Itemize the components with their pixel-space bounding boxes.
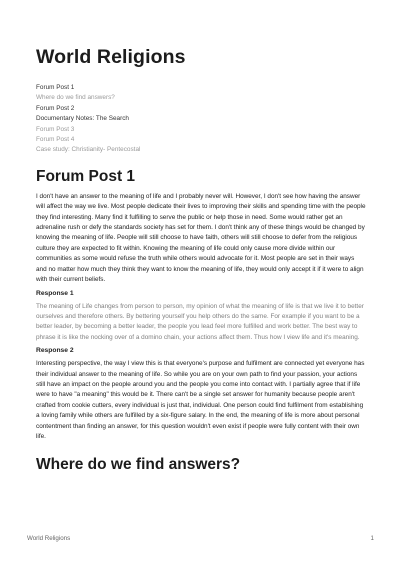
toc-item[interactable]: Forum Post 3 (36, 125, 75, 133)
document-page (36, 46, 366, 480)
response-2-label: Response 2 (36, 347, 74, 355)
toc-item[interactable]: Forum Post 4 (36, 136, 75, 144)
toc-item[interactable]: Where do we find answers? (36, 94, 115, 102)
toc-item[interactable]: Case study: Christianity- Pentecostal (36, 146, 141, 154)
page-footer (27, 535, 374, 542)
response-1-label: Response 1 (36, 289, 74, 297)
toc-item[interactable]: Forum Post 1 (36, 84, 75, 91)
section-heading-where-answers: Where do we find answers? (36, 456, 241, 474)
response-2-text: Interesting perspective, the way I view this is that everyone's purpose and fulfilment are connected yet everyone has their individual answer to the meaning of life. So while you are on your own path to find your passion, your actions still have an impact on the people around you and the people you come into contact with. I partially agree that if life were to have "a meaning" this would be it. There can't be a single set answer for humanity because people aren't crafted from cookie cutters, every individual is just that, individual. One person could find fulfilment from establishing a loving family while others are fulfilled by a six-figure salary. In the end, the meaning of life is more about personal contentment than finding an answer, for this question wouldn't even exist if people were fully content with their own life. (36, 360, 365, 440)
response-1-text: The meaning of Life changes from person to person, my opinion of what the meaning of life is that we live it to better ourselves and therefore others. By bettering yourself you help others do the same. For example if you want to be a better leader, by becoming a better leader, the people you lead feel more fulfilled and work better. The best way to phrase it is like the nocking over of a domino chain, your actions affect them. Thus how I view life and it's meaning. (36, 302, 364, 341)
document-title: World Religions (36, 46, 186, 68)
footer-title: World Religions (27, 535, 71, 542)
footer-page-number: 1 (370, 535, 374, 542)
toc-item[interactable]: Forum Post 2 (36, 104, 75, 112)
forum-post-body: I don't have an answer to the meaning of life and I probably never will. However, I don't see how having the answer will affect the way we live. Most people dedicate their lives to improving their skills and spending time with the people they find interesting. Many find it fulfilling to serve the public or help those in need. Some would rather get an adrenaline rush or defy the standards society has set for them. I don't think any of these things would be changed by knowing the meaning of life. People will still choose to have faith, others will still choose to defer from the religious culture they are expected to fit within. Knowing the meaning of life could only cause more divide within our communities as some would refuse the truth while others would advocate for it. Most people are set in their ways and no matter how much they think they want to know the meaning of life, they would only accept it if it were to align with their current beliefs. (36, 192, 366, 284)
section-heading-forum-post-1: Forum Post 1 (36, 167, 136, 185)
toc-item[interactable]: Documentary Notes: The Search (36, 115, 129, 123)
table-of-contents (36, 83, 366, 156)
